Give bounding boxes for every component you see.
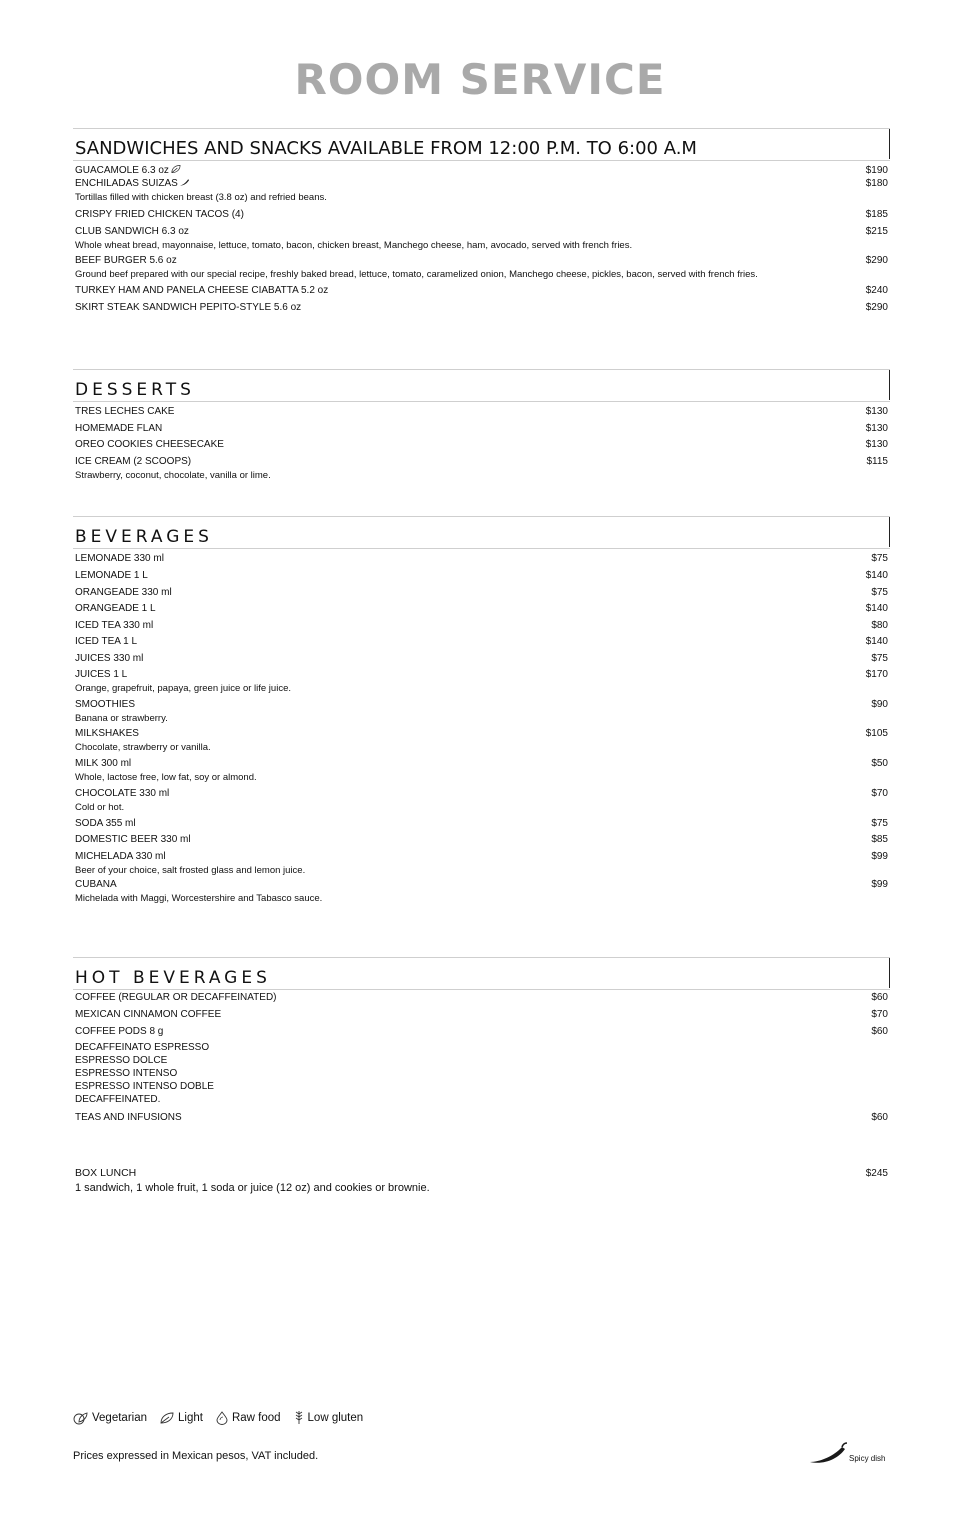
section-heading <box>73 369 890 400</box>
section-desserts <box>73 369 890 483</box>
item-name: ICED TEA 1 L <box>75 636 138 647</box>
item-name: CLUB SANDWICH 6.3 oz <box>75 226 189 237</box>
item-price: $70 <box>871 788 888 799</box>
item-description: Strawberry, coconut, chocolate, vanilla or lime. <box>75 470 271 481</box>
box-lunch-item <box>73 1166 890 1196</box>
item-description: Beer of your choice, salt frosted glass and lemon juice. <box>75 865 306 876</box>
item-price: $99 <box>871 851 888 862</box>
item-price: $115 <box>866 456 888 467</box>
legend-label: Vegetarian <box>92 1411 147 1424</box>
item-price: $75 <box>871 653 888 664</box>
section-beverages <box>73 516 890 906</box>
menu-item <box>73 422 890 438</box>
item-name: OREO COOKIES CHEESECAKE <box>75 439 224 450</box>
item-name: TURKEY HAM AND PANELA CHEESE CIABATTA 5.2 oz <box>75 285 329 296</box>
item-name: MILK 300 ml <box>75 758 132 769</box>
item-name: MICHELADA 330 ml <box>75 851 166 862</box>
item-description: Ground beef prepared with our special recipe, freshly baked bread, lettuce, tomato, caramelized onion, Manchego cheese, pickles, bacon, served with french fries. <box>75 269 758 280</box>
spicy-label: Spicy dish <box>849 1454 886 1463</box>
item-price: $190 <box>865 165 888 176</box>
item-price: $290 <box>865 255 888 266</box>
item-price: $130 <box>865 423 888 434</box>
item-name: JUICES 330 ml <box>75 653 144 664</box>
item-description: Banana or strawberry. <box>75 713 168 724</box>
item-price: $140 <box>865 570 888 581</box>
item-name: SKIRT STEAK SANDWICH PEPITO-STYLE 5.6 oz <box>75 302 302 313</box>
menu-item <box>73 787 890 817</box>
item-price: $140 <box>865 603 888 614</box>
item-price: $180 <box>865 178 888 189</box>
vegetarian-icon <box>73 1411 89 1425</box>
raw-food-icon <box>215 1411 229 1425</box>
legend-low-gluten <box>293 1410 364 1425</box>
item-name: CRISPY FRIED CHICKEN TACOS (4) <box>75 209 244 220</box>
item-name: GUACAMOLE 6.3 oz <box>75 165 169 176</box>
item-price: $140 <box>865 636 888 647</box>
section-title: HOT BEVERAGES <box>75 968 271 988</box>
item-name: ICED TEA 330 ml <box>75 620 154 631</box>
item-name: LEMONADE 1 L <box>75 570 148 581</box>
item-price: $60 <box>871 1026 888 1037</box>
menu-item <box>73 586 890 602</box>
item-price: $75 <box>871 818 888 829</box>
item-description: Whole wheat bread, mayonnaise, lettuce, tomato, bacon, chicken breast, Manchego cheese, ham, avocado, served with french fries. <box>75 240 633 251</box>
item-name: TEAS AND INFUSIONS <box>75 1112 182 1123</box>
item-name: MEXICAN CINNAMON COFFEE <box>75 1009 222 1020</box>
menu-item <box>73 652 890 668</box>
menu-item <box>73 850 890 878</box>
menu-item <box>73 455 890 483</box>
item-name: ENCHILADAS SUIZAS <box>75 178 178 189</box>
item-description: Orange, grapefruit, papaya, green juice or life juice. <box>75 683 291 694</box>
spicy-legend <box>808 1442 890 1466</box>
item-name: DOMESTIC BEER 330 ml <box>75 834 191 845</box>
pod-option: ESPRESSO DOLCE <box>75 1055 168 1066</box>
item-price: $85 <box>871 834 888 845</box>
menu-item <box>73 757 890 787</box>
item-price: $170 <box>865 669 888 680</box>
item-description: Michelada with Maggi, Worcestershire and Tabasco sauce. <box>75 893 323 904</box>
legend-label: Raw food <box>231 1411 281 1424</box>
menu-item <box>73 225 890 254</box>
section-heading <box>73 957 890 988</box>
item-price: $70 <box>871 1009 888 1020</box>
chili-icon <box>808 1442 848 1466</box>
legend-vegetarian <box>73 1411 147 1425</box>
menu-item <box>73 405 890 422</box>
item-price: $90 <box>871 699 888 710</box>
menu-item <box>73 698 890 727</box>
menu-item <box>73 438 890 455</box>
item-price: $75 <box>871 587 888 598</box>
menu-item <box>73 635 890 652</box>
section-title: BEVERAGES <box>75 527 213 547</box>
item-price: $185 <box>865 209 888 220</box>
section-heading <box>73 128 890 159</box>
section-heading <box>73 516 890 547</box>
menu-item <box>73 1025 890 1111</box>
item-price: $60 <box>871 1112 888 1123</box>
item-price: $245 <box>865 1168 888 1179</box>
item-price: $80 <box>871 620 888 631</box>
item-description: Tortillas filled with chicken breast (3.8 oz) and refried beans. <box>75 192 327 203</box>
menu-item <box>73 1008 890 1025</box>
legend-raw-food <box>215 1411 281 1425</box>
item-price: $215 <box>865 226 888 237</box>
item-name: COFFEE (REGULAR OR DECAFFEINATED) <box>75 992 277 1003</box>
pod-option: DECAFFEINATED. <box>75 1094 161 1105</box>
dietary-legend <box>73 1410 363 1425</box>
light-leaf-icon <box>170 164 181 174</box>
item-description: 1 sandwich, 1 whole fruit, 1 soda or juice (12 oz) and cookies or brownie. <box>75 1182 430 1194</box>
item-price: $130 <box>865 439 888 450</box>
item-name: ICE CREAM (2 SCOOPS) <box>75 456 192 467</box>
legend-label: Light <box>178 1411 203 1424</box>
item-name: SODA 355 ml <box>75 818 136 829</box>
item-price: $240 <box>865 285 888 296</box>
item-price: $50 <box>871 758 888 769</box>
menu-item <box>73 208 890 225</box>
page-title: ROOM SERVICE <box>294 55 666 104</box>
item-price: $105 <box>865 728 888 739</box>
pod-option: DECAFFEINATO ESPRESSO <box>75 1042 210 1053</box>
menu-item <box>73 552 890 569</box>
item-description: Chocolate, strawberry or vanilla. <box>75 742 211 753</box>
menu-item <box>73 727 890 757</box>
item-name: HOMEMADE FLAN <box>75 423 163 434</box>
item-name: BOX LUNCH <box>75 1167 137 1179</box>
menu-item <box>73 619 890 635</box>
menu-item <box>73 602 890 619</box>
menu-item <box>73 569 890 586</box>
menu-item <box>73 833 890 850</box>
item-name: JUICES 1 L <box>75 669 128 680</box>
menu-item <box>73 177 890 206</box>
light-leaf-icon <box>159 1411 175 1425</box>
section-title: SANDWICHES AND SNACKS AVAILABLE FROM 12:00 P.M. TO 6:00 A.M <box>75 138 697 159</box>
item-name: ORANGEADE 330 ml <box>75 587 172 598</box>
item-price: $130 <box>865 406 888 417</box>
item-name: CHOCOLATE 330 ml <box>75 788 170 799</box>
menu-item <box>73 254 890 284</box>
chili-icon <box>179 177 190 187</box>
menu-item <box>73 301 890 318</box>
legend-label: Low gluten <box>307 1411 364 1424</box>
wheat-icon <box>293 1410 305 1425</box>
menu-item <box>73 991 890 1008</box>
item-name: ORANGEADE 1 L <box>75 603 156 614</box>
legend-light <box>159 1411 203 1425</box>
menu-item <box>73 164 890 177</box>
menu-item <box>73 817 890 833</box>
menu-item <box>73 1111 890 1128</box>
item-description: Whole, lactose free, low fat, soy or almond. <box>75 772 257 783</box>
item-price: $99 <box>871 879 888 890</box>
item-name: LEMONADE 330 ml <box>75 553 164 564</box>
pod-option: ESPRESSO INTENSO DOBLE <box>75 1081 214 1092</box>
item-name: MILKSHAKES <box>75 728 139 739</box>
menu-item <box>73 284 890 301</box>
item-name: COFFEE PODS 8 g <box>75 1026 164 1037</box>
section-hot-beverages <box>73 957 890 1128</box>
menu-item <box>73 668 890 698</box>
section-title: DESSERTS <box>75 380 195 400</box>
menu-item <box>73 878 890 906</box>
item-price: $290 <box>865 302 888 313</box>
item-description: Cold or hot. <box>75 802 125 813</box>
pod-option: ESPRESSO INTENSO <box>75 1068 178 1079</box>
item-price: $75 <box>871 553 888 564</box>
section-sandwiches <box>73 128 890 318</box>
item-name: SMOOTHIES <box>75 699 136 710</box>
item-price: $60 <box>871 992 888 1003</box>
item-name: BEEF BURGER 5.6 oz <box>75 255 177 266</box>
item-name: CUBANA <box>75 879 117 890</box>
item-name: TRES LECHES CAKE <box>75 406 175 417</box>
price-footnote: Prices expressed in Mexican pesos, VAT included. <box>73 1450 319 1462</box>
